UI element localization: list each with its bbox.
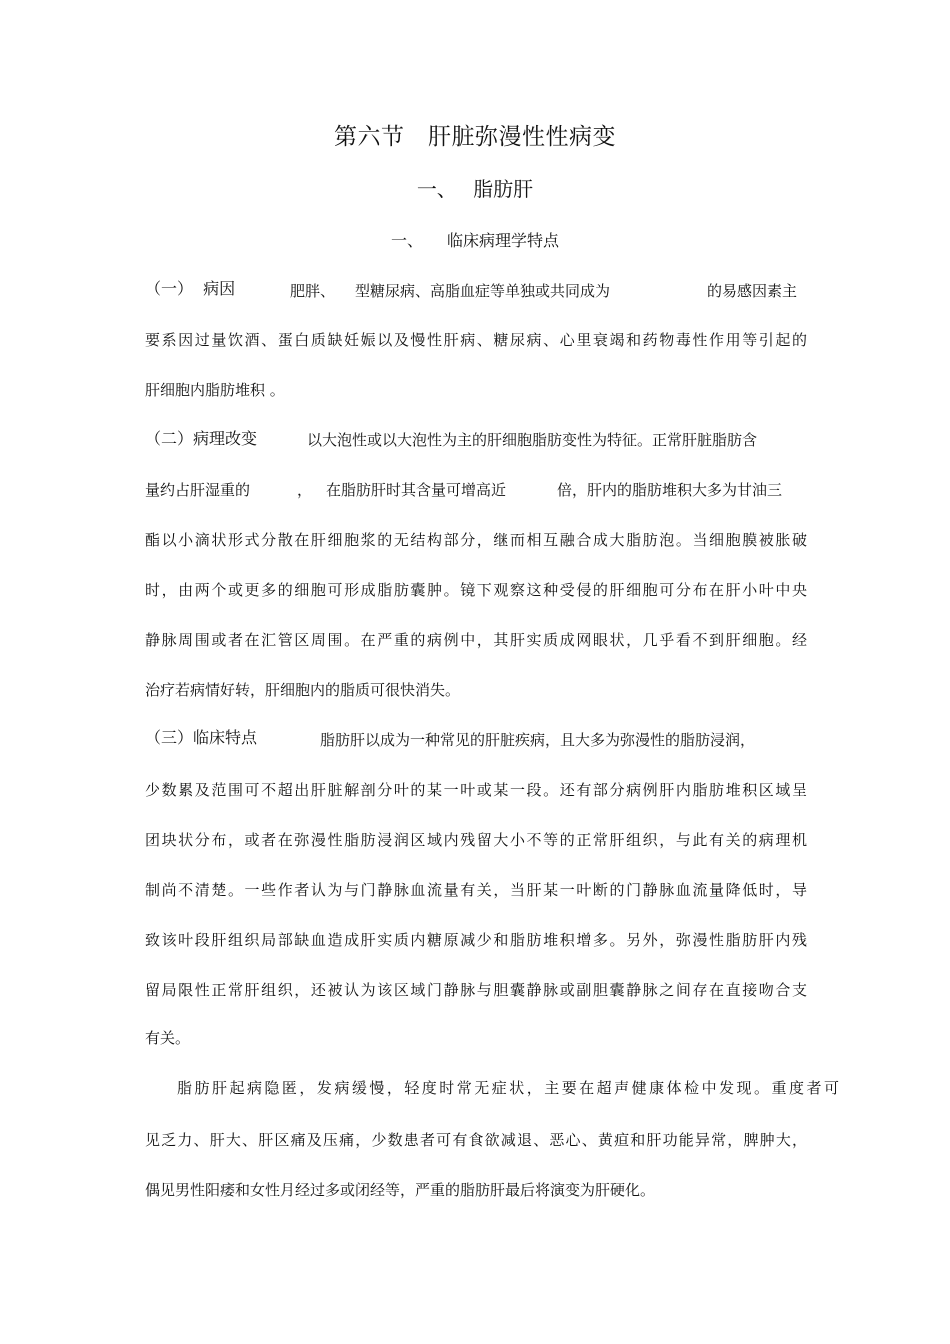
paragraph-line: 治疗若病情好转，肝细胞内的脂质可很快消失。 [145,681,461,699]
pathology-text-segment: ， [297,481,313,499]
paragraph-line: 少数累及范围可不超出肝脏解剖分叶的某一叶或某一段。还有部分病例肝内脂肪堆积区域呈 [145,781,807,799]
paragraph-line: 致该叶段肝组织局部缺血造成肝实质内糖原减少和脂肪堆积增多。另外，弥漫性脂肪肝内残 [145,931,807,949]
paragraph-line: 留局限性正常肝组织，还被认为该区域门静脉与胆囊静脉或副胆囊静脉之间存在直接吻合支 [145,981,807,999]
section-title: 第六节 肝脏弥漫性性病变 [334,124,616,150]
pathology-text-segment: 量约占肝湿重的 [145,481,251,499]
cause-heading: （一） 病因 [145,279,236,298]
paragraph-line: 酯以小滴状形式分散在肝细胞浆的无结构部分，继而相互融合成大脂肪泡。当细胞膜被胀破 [145,531,807,549]
cause-text-segment: 型糖尿病、高脂血症等单独或共同成为 [355,282,611,300]
paragraph-line: 要系因过量饮酒、蛋白质缺妊娠以及慢性肝病、糖尿病、心里衰竭和药物毒性作用等引起的 [145,331,807,349]
pathology-heading: （二）病理改变 [145,429,258,448]
clinical-heading: （三）临床特点 [145,728,258,747]
paragraph-line: 团块状分布，或者在弥漫性脂肪浸润区域内残留大小不等的正常肝组织，与此有关的病理机 [145,831,807,849]
cause-text-segment: 肥胖、 [290,282,336,300]
paragraph-first-line: 脂肪肝起病隐匿，发病缓慢，轻度时常无症状，主要在超声健康体检中发现。重度者可 [177,1079,839,1097]
paragraph-line: 静脉周围或者在汇管区周围。在严重的病例中，其肝实质成网眼状，几乎看不到肝细胞。经 [145,631,807,649]
cause-text-segment: 的易感因素主 [707,282,798,300]
paragraph-line: 时，由两个或更多的细胞可形成脂肪囊肿。镜下观察这种受侵的肝细胞可分布在肝小叶中央 [145,581,807,599]
paragraph-line: 肝细胞内脂肪堆积 。 [145,381,285,399]
pathology-text-segment: 以大泡性或以大泡性为主的肝细胞脂肪变性为特征。正常肝脏脂肪含 [307,431,758,449]
section-heading: 一、 临床病理学特点 [390,231,559,250]
paragraph-line: 偶见男性阳痿和女性月经过多或闭经等，严重的脂肪肝最后将演变为肝硬化。 [145,1181,656,1199]
chapter-subtitle: 一、 脂肪肝 [416,177,534,201]
paragraph-line: 有关。 [145,1029,191,1047]
pathology-text-segment: 倍，肝内的脂肪堆积大多为甘油三 [557,481,783,499]
paragraph-line: 制尚不清楚。一些作者认为与门静脉血流量有关，当肝某一叶断的门静脉血流量降低时，导 [145,881,807,899]
pathology-text-segment: 在脂肪肝时其含量可增高近 [326,481,507,499]
paragraph-line: 见乏力、肝大、肝区痛及压痛，少数患者可有食欲减退、恶心、黄疸和肝功能异常，脾肿大， [145,1131,807,1149]
clinical-text-segment: 脂肪肝以成为一种常见的肝脏疾病，且大多为弥漫性的脂肪浸润， [320,731,756,749]
